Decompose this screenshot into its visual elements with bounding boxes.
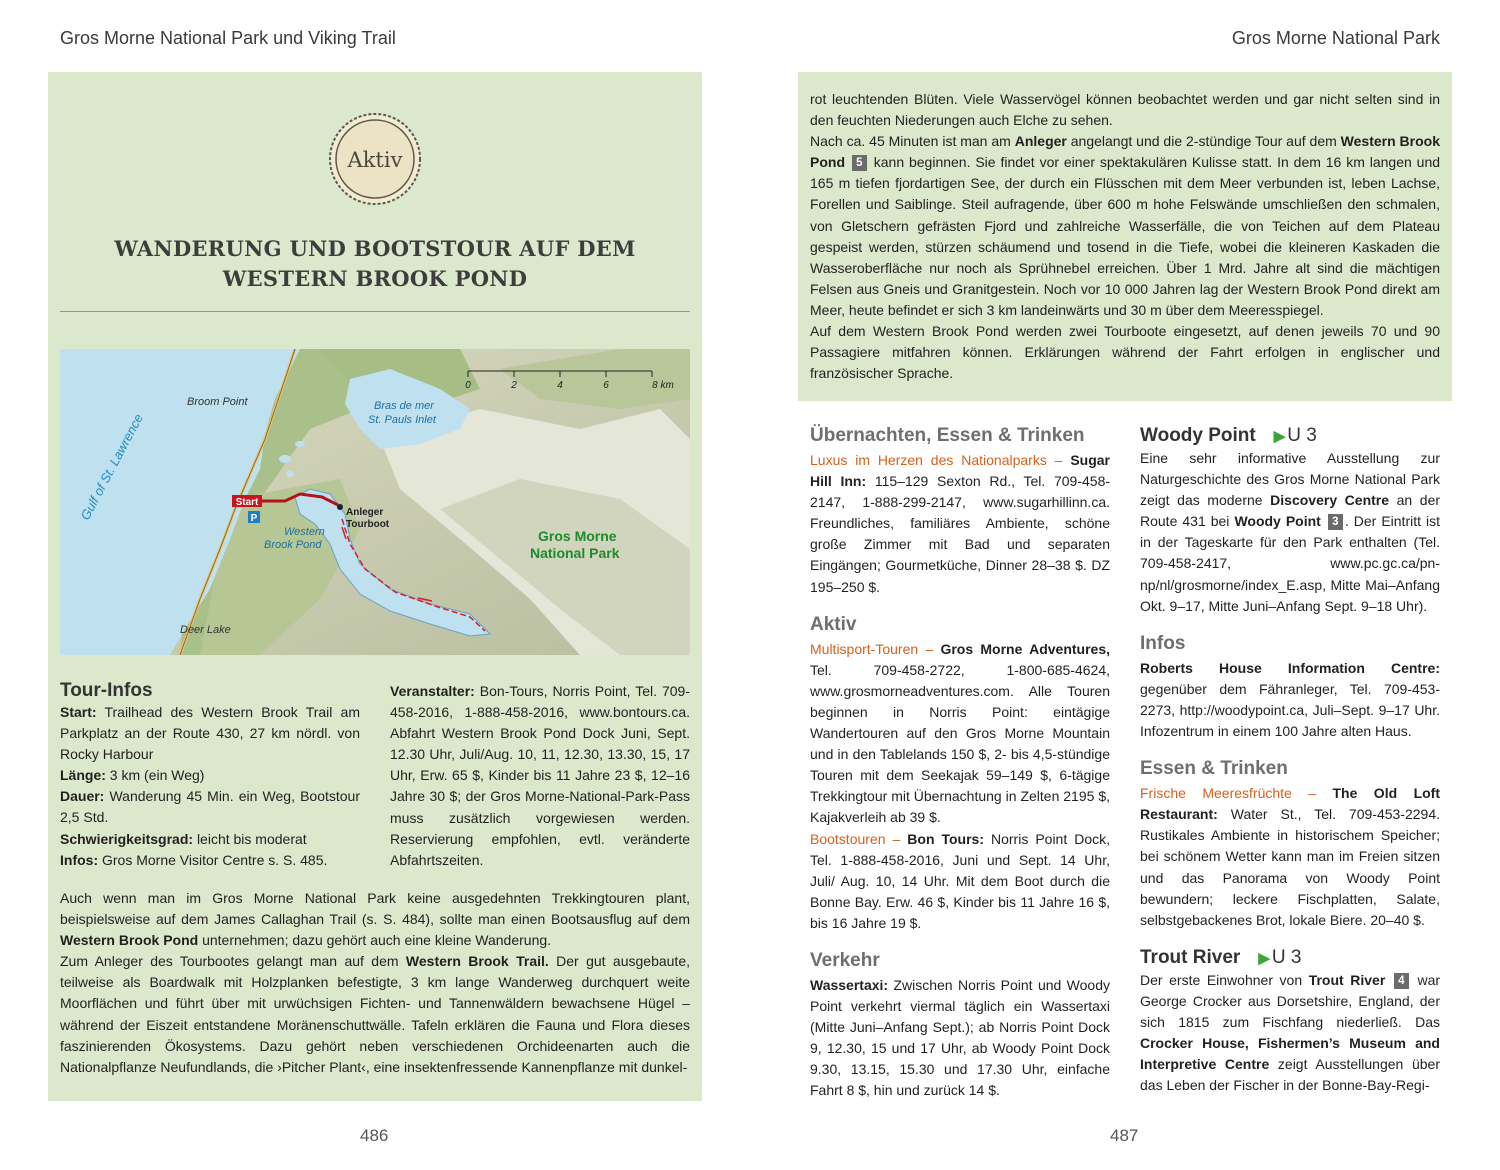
route-map: [60, 349, 690, 655]
label-tourboot: Tourboot: [346, 519, 390, 530]
heading-woody-point: Woody Point ▶ U 3: [1140, 425, 1317, 446]
continued-box: [798, 72, 1452, 401]
aktiv-badge-label: Aktiv: [347, 148, 403, 172]
label-bras: Bras de mer: [374, 400, 434, 412]
aktiv-badge: [328, 112, 422, 206]
label-brook-pond: Brook Pond: [264, 539, 322, 551]
aktiv-box: [48, 72, 702, 1101]
label-deer-lake: Deer Lake: [180, 624, 231, 636]
scale-8: 8 km: [652, 380, 674, 391]
poi-badge-5: 5: [852, 155, 867, 171]
scale-4: 4: [557, 380, 563, 391]
label-parking: P: [250, 513, 258, 524]
map-ref-arrow-icon: ▶: [1273, 428, 1286, 445]
heading-trout-river: Trout River ▶ U 3: [1140, 946, 1302, 968]
label-anleger: Anleger: [346, 507, 384, 518]
article-title: [48, 234, 702, 294]
heading-essen: Essen & Trinken: [1140, 758, 1288, 780]
tour-infos-heading: Tour-Infos: [60, 680, 153, 701]
scale-0: 0: [465, 380, 471, 391]
heading-uebernachten: Übernachten, Essen & Trinken: [810, 425, 1085, 446]
heading-aktiv: Aktiv: [810, 613, 857, 635]
map-ref-arrow-icon: ▶: [1258, 949, 1270, 967]
label-gulf: Gulf of St. Lawrence: [77, 411, 146, 523]
tour-infos: [60, 679, 690, 868]
running-head-left: Gros Morne National Park und Viking Trail: [60, 28, 396, 48]
page-number-right: 487: [1110, 1126, 1139, 1145]
title-line-1: WANDERUNG UND BOOTSTOUR AUF DEM: [114, 236, 636, 261]
continued-text: rot leuchtenden Blüten. Viele Wasservögel können beobachtet werden und gar nicht selten sind in den feuchten Niederungen auch Elche zu sehen. Nach ca. 45 Minuten ist man am Anleger angelangt und die 2-stündige Tour auf dem Western Brook Pond 5 kann beginnen. Sie findet vor einer spektakulären Kulisse statt. In dem 16 km langen und 165 m tiefen fjordartigen See, der durch ein Flüsschen mit dem Meer verbunden ist, leben Lachse, Forellen und Saiblinge. Steil aufragende, über 600 m hohe Felswände umschließen den schmalen, von Gletschern gefrästen Fjord und zahlreiche Wasserfälle, die von Teichen auf dem Plateau gespeist werden, stürzen schäumend und tosend in die Tiefe, wobei die kleineren Kaskaden die Wasseroberfläche nur noch als Sprühnebel erreichen. Über 1 Mrd. Jahre alt sind die mächtigen Felsen aus Gneis und Granitgestein. Noch vor 10 000 Jahren lag der Western Brook Pond direkt am Meer, heute befindet er sich 3 km landeinwärts und 30 m über dem Meeresspiegel. Auf dem Western Brook Pond werden zwei Tourboote eingesetzt, auf denen jeweils 70 und 90 Passagiere mitfahren können. Erklärungen während der Fahrt erfolgen in englischer und französischer Sprache.: [810, 91, 1441, 382]
heading-verkehr: Verkehr: [810, 949, 880, 971]
label-broom-point: Broom Point: [187, 396, 248, 408]
label-gros-morne: Gros Morne: [538, 528, 617, 544]
label-start: Start: [235, 497, 259, 508]
label-western: Western: [284, 526, 325, 538]
poi-badge-3: 3: [1328, 514, 1343, 530]
tour-infos-col-1: Start: Trailhead des Western Brook Trail am Parkplatz an der Route 430, 27 km nördl. von Rocky Harbour Länge: 3 km (ein Weg) Dauer: Wanderung 45 Min. ein Weg, Bootstour 2,5 Std. Schwierigkeitsgrad: leicht bis moderat Infos: Gros Morne Visitor Centre s. S. 485.: [60, 704, 361, 868]
left-body-text: Auch wenn man im Gros Morne National Park keine ausgedehnten Trekkingtouren plant, beispielsweise auf dem James Callaghan Trail (s. S. 484), sollte man einen Bootsausflug auf dem Western Brook Pond unternehmen; dazu gehört auch eine kleine Wanderung. Zum Anleger des Tourbootes gelangt man auf dem Western Brook Trail. Der gut ausgebaute, teilweise als Boardwalk mit Holzplanken befestigte, 3 km lange Wanderweg durchquert weite Moorflächen und führt über mit urwüchsigen Fichten- und Tannenwäldern bewachsene Hügel – während der Eiszeit entstandene Moränenschuttwälle. Tafeln erklären die Fauna und Flora dieses faszinierenden Ökosystems. Dazu gehört neben verschiedenen Orchideenarten auch die Nationalpflanze Neufundlands, die ›Pitcher Plant‹, eine insektenfressende Kannenpflanze mit dunkel-: [60, 890, 690, 1075]
label-national-park: National Park: [530, 545, 620, 561]
info-column-2: Woody Point ▶ U 3 Eine sehr informative Ausstellung zur Naturgeschichte des Gros Morne National Park zeigt das moderne Discovery Centre an der Route 431 bei Woody Point 3 . Der Eintritt ist in der Tageskarte für den Park enthalten (Tel. 709-458-2417, www.pc.gc.ca/pn-np/nl/grosmorne/index_E.asp, Mitte Mai–Anfang Okt. 9–17, Mitte Juni–Anfang Sept. 9–18 Uhr). Infos Roberts House Information Centre: gegenüber dem Fähranleger, Tel. 709-453-2273, http://woodypoint.ca, Juli–Sept. 9–17 Uhr. Infozentrum in einem 100 Jahre alten Haus. Essen & Trinken Frische Meeresfrüchte – The Old Loft Restaurant: Water St., Tel. 709-453-2294. Rustikales Ambiente in historischem Speicher; bei schönem Wetter kann man im Freien sitzen und das Panorama von Woody Point bewundern; leckere Fischplatten, Salate, selbstgebackenes Brot, lokale Biere. 20–40 $. Trout River ▶ U 3 Der erste Einwohner von Trout River 4 war George Crocker aus Dorsetshire, England, der sich 1815 zum Fischfang niederließ. Das Crocker House, Fishermen’s Museum and Interpretive Centre zeigt Ausstellungen über das Leben der Fischer in der Bonne-Bay-Regi-: [1140, 425, 1441, 1094]
tour-infos-col-2: Veranstalter: Bon-Tours, Norris Point, Tel. 709-458-2016, 1-888-458-2016, www.bontours.ca. Abfahrt Western Brook Pond Dock Juni, Sept. 12.30 Uhr, Juli/Aug. 10, 11, 12.30, 13.30, 15, 17 Uhr, Erw. 65 $, Kinder bis 11 Jahre 23 $, 12–16 Jahre 30 $; der Gros Morne-National-Park-Pass muss zusätzlich vorgewiesen werden. Reservierung empfohlen, evtl. veränderte Abfahrtszeiten.: [390, 683, 690, 868]
info-column-1: Übernachten, Essen & Trinken Luxus im Herzen des Nationalparks – Sugar Hill Inn: 115–129 Sexton Rd., Tel. 709-458-2147, 1-888-299-2147, www.sugarhillinn.ca. Freundliches, familiäres Ambiente, schöne große Zimmer mit Bad und separaten Eingängen; Gourmetküche, Dinner 28–38 $. DZ 195–250 $. Aktiv Multisport-Touren – Gros Morne Adventures, Tel. 709-458-2722, 1-800-685-4624, www.grosmorneadventures.com. Alle Touren beginnen in Norris Point: eintägige Wandertouren auf den Gros Morne Mountain und in den Tablelands 150 $, 2- bis 4,5-stündige Touren mit dem Seekajak 59–149 $, 6-tägige Trekkingtour mit Übernachtung in Zelten 2195 $, Kajakverleih ab 39 $. Bootstouren – Bon Tours: Norris Point Dock, Tel. 1-888-458-2016, Juni und Sept. 14 Uhr, Juli/ Aug. 10, 14 Uhr. Mit dem Boot durch die Bonne Bay. Erw. 46 $, Kinder bis 11 Jahre 16 $, bis 16 Jahre 19 $. Verkehr Wassertaxi: Zwischen Norris Point und Woody Point verkehrt viermal täglich ein Wassertaxi (Mitte Juni–Anfang Sept.); ab Norris Point Dock 9, 12.30, 15 und 17 Uhr, ab Woody Point Dock 9.30, 13.15, 15.30 und 17.30 Uhr, einfache Fahrt 8 $, hin und zurück 14 $.: [810, 425, 1111, 1099]
heading-infos: Infos: [1140, 632, 1186, 654]
title-divider: [60, 311, 690, 312]
scale-2: 2: [511, 380, 517, 391]
page-number-left: 486: [360, 1126, 389, 1145]
label-st-pauls: St. Pauls Inlet: [368, 414, 436, 426]
scale-6: 6: [603, 380, 609, 391]
poi-badge-4: 4: [1394, 973, 1409, 989]
running-head-right: Gros Morne National Park: [1231, 28, 1440, 48]
title-line-2: WESTERN BROOK POND: [222, 266, 528, 291]
